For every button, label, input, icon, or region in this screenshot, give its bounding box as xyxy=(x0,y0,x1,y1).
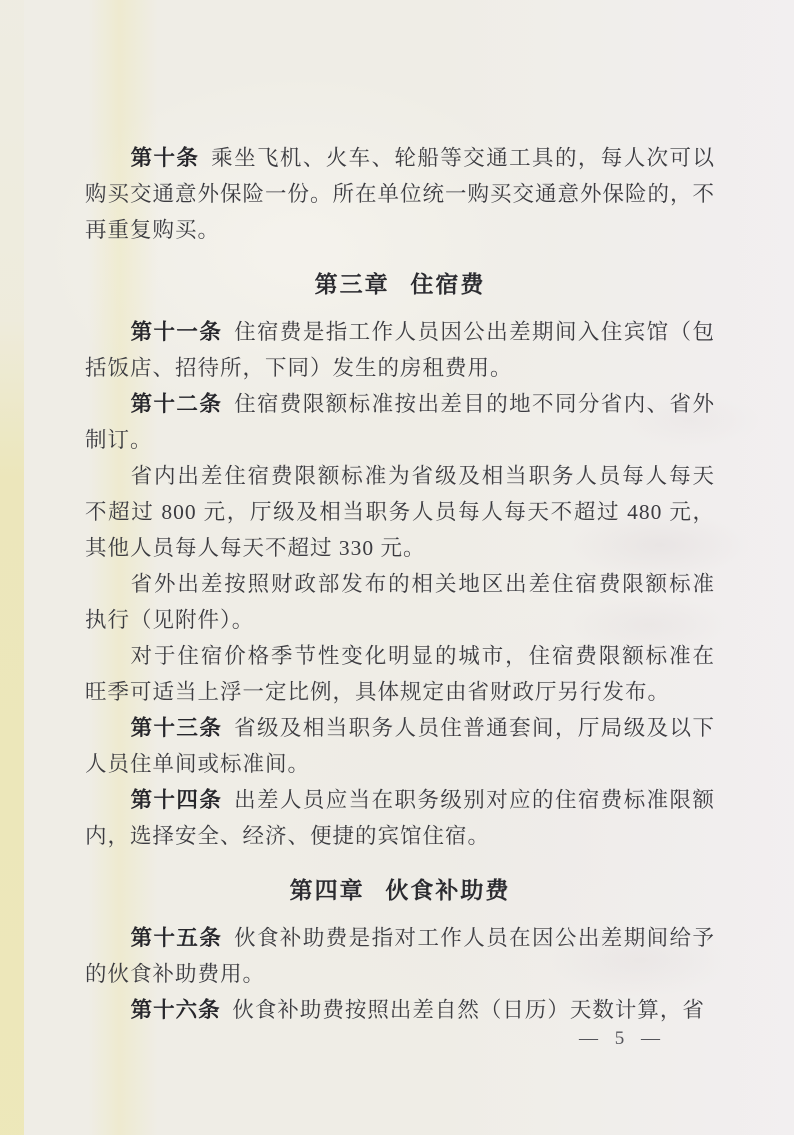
chapter-title: 住宿费 xyxy=(410,271,486,297)
article-text: 乘坐飞机、火车、轮船等交通工具的，每人次可以购买交通意外保险一份。所在单位统一购买交通意外保险的，不再重复购买。 xyxy=(85,146,716,242)
article-paragraph xyxy=(85,920,715,992)
article-text: 伙食补助费按照出差自然（日历）天数计算，省 xyxy=(232,998,705,1022)
article-paragraph xyxy=(85,314,715,386)
article-number: 第十五条 xyxy=(130,926,223,950)
article-text: 住宿费限额标准按出差目的地不同分省内、省外制订。 xyxy=(85,392,715,452)
chapter-number: 第三章 xyxy=(314,271,390,297)
article-number: 第十六条 xyxy=(130,998,221,1022)
page-number: — 5 — xyxy=(579,1028,666,1049)
article-text: 对于住宿价格季节性变化明显的城市，住宿费限额标准在旺季可适当上浮一定比例，具体规定由省财政厅另行发布。 xyxy=(85,644,715,704)
article-text: 住宿费是指工作人员因公出差期间入住宾馆（包括饭店、招待所，下同）发生的房租费用。 xyxy=(85,320,715,380)
article-text: 伙食补助费是指对工作人员在因公出差期间给予的伙食补助费用。 xyxy=(85,926,715,986)
article-text: 省内出差住宿费限额标准为省级及相当职务人员每人每天不超过 800 元，厅级及相当职务人员每人每天不超过 480 元，其他人员每人每天不超过 330 元。 xyxy=(85,464,715,560)
article-paragraph xyxy=(85,710,715,782)
document-body xyxy=(85,140,715,1028)
article-number: 第十二条 xyxy=(130,392,223,416)
article-paragraph xyxy=(85,386,715,458)
body-paragraph xyxy=(85,638,715,710)
chapter-title: 伙食补助费 xyxy=(385,877,511,903)
chapter-heading xyxy=(85,870,715,910)
article-paragraph xyxy=(85,140,715,248)
article-paragraph xyxy=(85,992,715,1028)
article-paragraph xyxy=(85,782,715,854)
article-number: 第十条 xyxy=(130,146,200,170)
article-number: 第十四条 xyxy=(130,788,223,812)
article-text: 出差人员应当在职务级别对应的住宿费标准限额内，选择安全、经济、便捷的宾馆住宿。 xyxy=(85,788,715,848)
article-number: 第十三条 xyxy=(130,716,223,740)
chapter-number: 第四章 xyxy=(289,877,365,903)
article-text: 省级及相当职务人员住普通套间，厅局级及以下人员住单间或标准间。 xyxy=(85,716,715,776)
chapter-heading xyxy=(85,264,715,304)
body-paragraph xyxy=(85,458,715,566)
article-text: 省外出差按照财政部发布的相关地区出差住宿费限额标准执行（见附件）。 xyxy=(85,572,715,632)
body-paragraph xyxy=(85,566,715,638)
article-number: 第十一条 xyxy=(130,320,223,344)
